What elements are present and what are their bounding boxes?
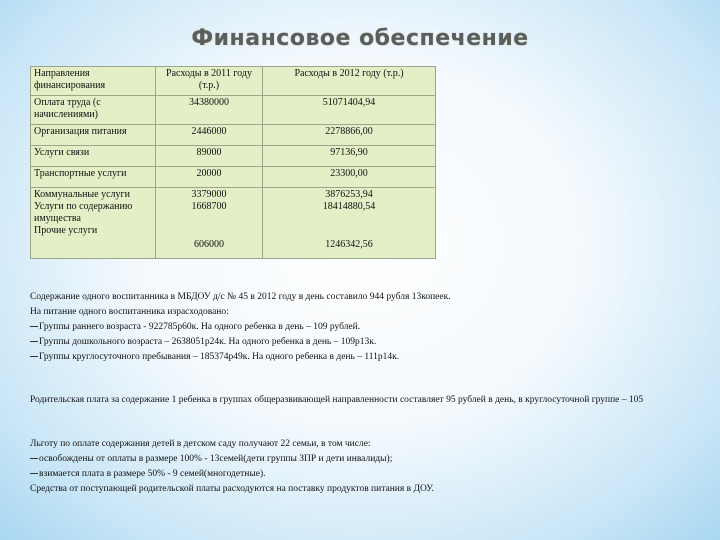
row-2012: 2278866,00 bbox=[263, 125, 436, 146]
row-2012: 18414880,54 bbox=[322, 201, 376, 212]
row-2011: 3379000 bbox=[191, 189, 227, 200]
row-2012: 3876253,94 bbox=[325, 189, 373, 200]
row-2011-group bbox=[156, 188, 263, 259]
dash-marker bbox=[30, 458, 38, 459]
row-name: Прочие услуги bbox=[34, 225, 98, 236]
table-row bbox=[31, 167, 436, 188]
row-2012-group bbox=[263, 188, 436, 259]
table-header-row bbox=[31, 67, 436, 96]
food-intro-line: На питание одного воспитанника израсходовано: bbox=[30, 307, 229, 317]
list-item-text: Группы круглосуточного пребывания – 185374р49к. На одного ребенка в день – 111р14к. bbox=[39, 352, 400, 362]
cost-paragraph bbox=[30, 290, 695, 365]
header-direction: Направления финансирования bbox=[31, 67, 156, 96]
list-item bbox=[30, 350, 695, 365]
dash-marker bbox=[30, 326, 38, 327]
dash-marker bbox=[30, 473, 38, 474]
row-name-group bbox=[31, 188, 156, 259]
list-item bbox=[30, 335, 695, 350]
row-2012: 23300,00 bbox=[263, 167, 436, 188]
row-2011: 89000 bbox=[156, 146, 263, 167]
list-item-text: Группы раннего возраста - 922785р60к. На одного ребенка в день – 109 рублей. bbox=[39, 322, 361, 332]
list-item-text: освобождены от оплаты в размере 100% - 13семей(дети группы ЗПР и дети инвалиды); bbox=[39, 454, 393, 464]
list-item bbox=[30, 452, 695, 467]
row-name: Организация питания bbox=[31, 125, 156, 146]
row-2012: 51071404,94 bbox=[263, 96, 436, 125]
row-name: Услуги по содержанию имущества bbox=[34, 201, 133, 224]
parent-fee-paragraph: Родительская плата за содержание 1 ребенка в группах общеразвивающей направленности составляет 95 рублей в день, в круглосуточной группе – 105 bbox=[30, 395, 644, 405]
row-2011: 34380000 bbox=[156, 96, 263, 125]
row-name: Услуги связи bbox=[31, 146, 156, 167]
row-name: Коммунальные услуги bbox=[34, 189, 130, 200]
row-2011: 2446000 bbox=[156, 125, 263, 146]
benefits-paragraph bbox=[30, 437, 695, 497]
row-2011: 20000 bbox=[156, 167, 263, 188]
dash-marker bbox=[30, 356, 38, 357]
funds-line: Средства от поступающей родительской платы расходуются на поставку продуктов питания в ДОУ. bbox=[30, 484, 434, 494]
table-row bbox=[31, 96, 436, 125]
row-name: Транспортные услуги bbox=[31, 167, 156, 188]
list-item-text: взимается плата в размере 50% - 9 семей(многодетные). bbox=[39, 469, 266, 479]
row-2011: 606000 bbox=[194, 239, 224, 250]
row-2011: 1668700 bbox=[191, 201, 227, 212]
page-title: Финансовое обеспечение bbox=[191, 26, 529, 51]
table-row bbox=[31, 146, 436, 167]
row-name: Оплата труда (с начислениями) bbox=[31, 96, 156, 125]
table-row bbox=[31, 188, 436, 259]
cost-line: Содержание одного воспитанника в МБДОУ д/с № 45 в 2012 году в день составило 944 рубля 13копеек. bbox=[30, 292, 451, 302]
list-item-text: Группы дошкольного возраста – 2638051р24к. На одного ребенка в день – 109р13к. bbox=[39, 337, 377, 347]
list-item bbox=[30, 320, 695, 335]
finance-table bbox=[30, 66, 436, 259]
row-2012: 97136,90 bbox=[263, 146, 436, 167]
benefits-intro-line: Льготу по оплате содержания детей в детском саду получают 22 семьи, в том числе: bbox=[30, 439, 371, 449]
list-item bbox=[30, 467, 695, 482]
dash-marker bbox=[30, 341, 38, 342]
header-2011: Расходы в 2011 году (т.р.) bbox=[156, 67, 263, 96]
row-2012: 1246342,56 bbox=[325, 239, 373, 250]
header-2012: Расходы в 2012 году (т.р.) bbox=[263, 67, 436, 96]
table-row bbox=[31, 125, 436, 146]
